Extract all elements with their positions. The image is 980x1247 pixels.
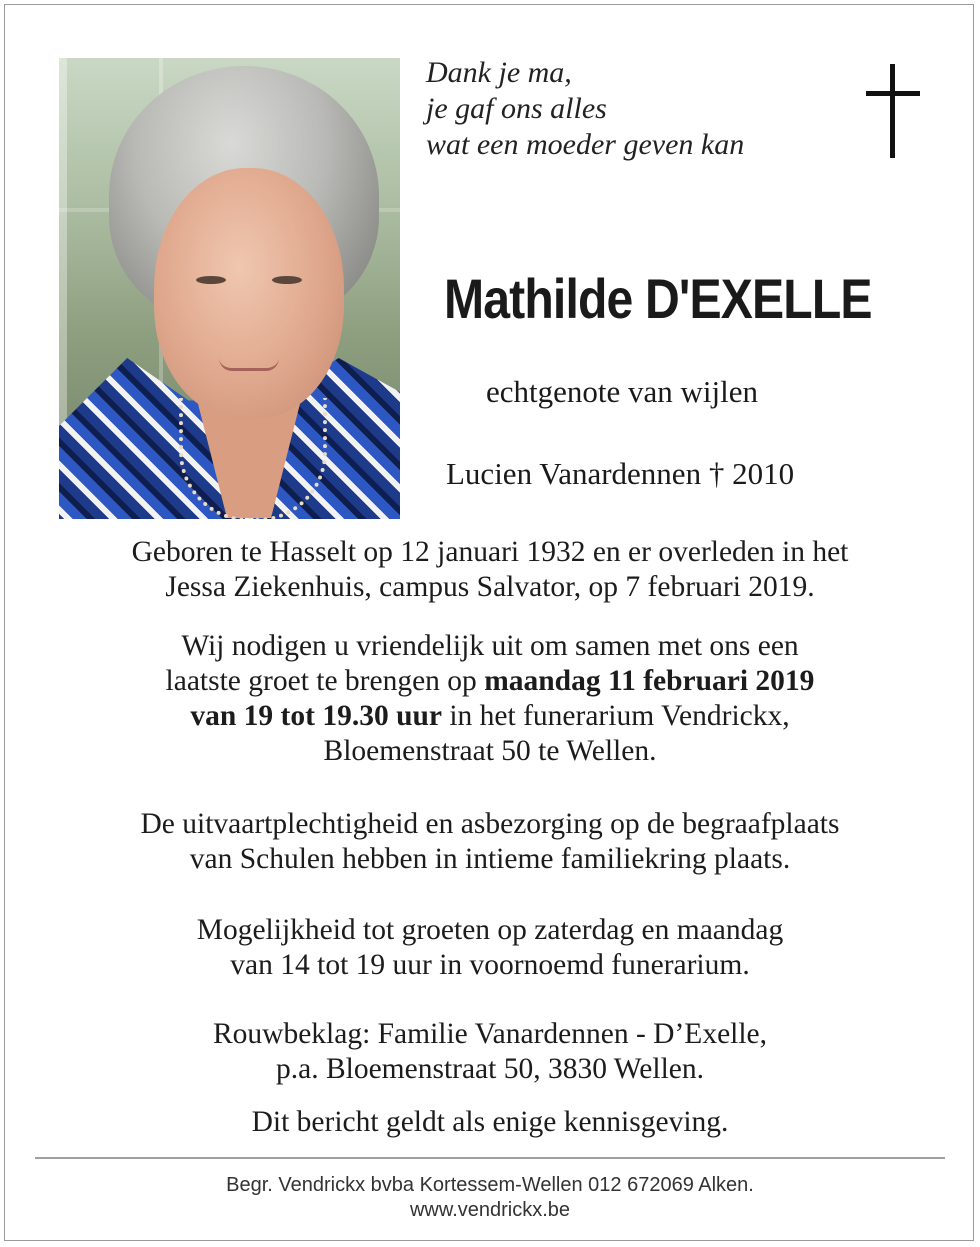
visitation-date: maandag 11 februari 2019 xyxy=(484,665,815,697)
poem xyxy=(426,55,744,163)
portrait-photo xyxy=(59,58,400,519)
funeral-home-info: Begr. Vendrickx bvba Kortessem-Wellen 012 672069 Alken. xyxy=(226,1174,754,1196)
funeral-home-website[interactable]: www.vendrickx.be xyxy=(409,1199,571,1221)
text-line: Jessa Ziekenhuis, campus Salvator, op 7 februari 2019. xyxy=(165,571,815,603)
birth-death-paragraph xyxy=(30,535,950,605)
text-line: Geboren te Hasselt op 12 januari 1932 en er overleden in het xyxy=(131,536,849,568)
text-line: Mogelijkheid tot groeten op zaterdag en maandag xyxy=(196,914,784,946)
cross-icon xyxy=(866,64,920,158)
spouse-name: Lucien Vanardennen † 2010 xyxy=(446,456,795,491)
ceremony-paragraph xyxy=(30,807,950,877)
text-line: van 14 tot 19 uur in voornoemd funerarium. xyxy=(230,949,750,981)
text-line: Rouwbeklag: Familie Vanardennen - D’Exelle, xyxy=(212,1018,768,1050)
poem-line: je gaf ons alles xyxy=(426,92,607,125)
text-line: p.a. Bloemenstraat 50, 3830 Wellen. xyxy=(275,1053,704,1085)
deceased-name: Mathilde D'EXELLE xyxy=(444,267,872,330)
text-line: Bloemenstraat 50 te Wellen. xyxy=(323,735,657,767)
text-segment: laatste groet te brengen op xyxy=(165,665,485,697)
spouse-label: echtgenote van wijlen xyxy=(486,374,759,409)
poem-line: wat een moeder geven kan xyxy=(426,128,745,161)
text-segment: in het funerarium Vendrickx, xyxy=(441,700,790,732)
closing-line: Dit bericht geldt als enige kennisgeving. xyxy=(251,1106,729,1138)
condolences-paragraph xyxy=(30,1017,950,1087)
text-line: van Schulen hebben in intieme familiekring plaats. xyxy=(189,843,791,875)
text-line: Wij nodigen u vriendelijk uit om samen met ons een xyxy=(181,630,799,662)
text-line xyxy=(30,699,950,734)
divider xyxy=(35,1157,945,1159)
text-line: De uitvaartplechtigheid en asbezorging op de begraafplaats xyxy=(140,808,840,840)
text-line xyxy=(30,664,950,699)
visitation-time: van 19 tot 19.30 uur xyxy=(190,700,442,732)
invitation-paragraph xyxy=(30,629,950,769)
visitation-paragraph xyxy=(30,913,950,983)
poem-line: Dank je ma, xyxy=(426,56,572,89)
